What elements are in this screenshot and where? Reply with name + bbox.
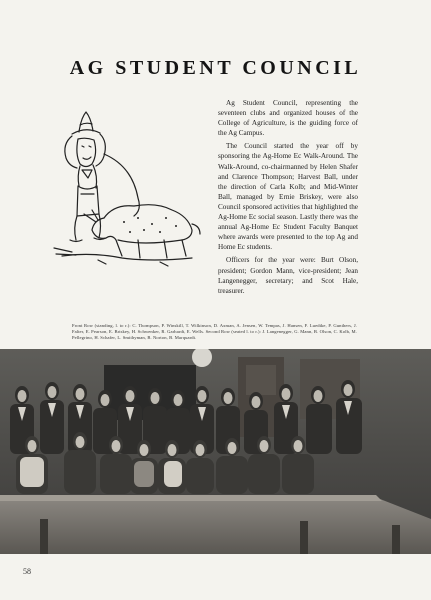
article-paragraph: The Council started the year off by sponsoring the Ag-Home Ec Walk-Around. The Walk-Around, co-chairmanned by Helen Shafer and Clarence Thompson; Harvest Ball, under the direction of Carla Kolb; and Mid-Winter Ball, managed by Ernie Briskey, were also Council sponsored activities that highlighted the Ag-Home Ec social season. Lastly there was the annual Ag-Home Ec Student Faculty Banquet where awards were presented to the top Ag and Home Ec students.	[218, 142, 358, 252]
article-paragraph: Ag Student Council, representing the seventeen clubs and organized houses of the College of Agriculture, is the guiding force of the Ag Campus.	[218, 99, 358, 138]
page-title: AG STUDENT COUNCIL	[69, 57, 362, 79]
article-body	[218, 98, 358, 299]
photo-caption: Front Row (standing, l. to r.): C. Thompson, P. Winskill, T. Wilkinson, D. Axman, A. Jensen, W. Tempas, J. Hansen, F. Luedtke, P. Gunthers, J. Falter, E. Pearson, E. Briskey, H. Schwenker, R. Garhardt, E. Wells. Second Row (seated l. to r.): J. Langenegger, G. Mann, B. Olson, C. Kolb, M. Pellegrino, H. Schafer, L. Smithyman, B. Norton, B. Marquardt.	[72, 323, 357, 340]
group-photo	[0, 349, 431, 554]
article-paragraph: Officers for the year were: Burt Olson, president; Gordon Mann, vice-president; Jean Langenegger, secretary; and Scot Hale, treasurer.	[218, 256, 358, 295]
cartoon-farmer-bull-illustration	[42, 106, 207, 286]
page-number: 58	[23, 567, 31, 576]
